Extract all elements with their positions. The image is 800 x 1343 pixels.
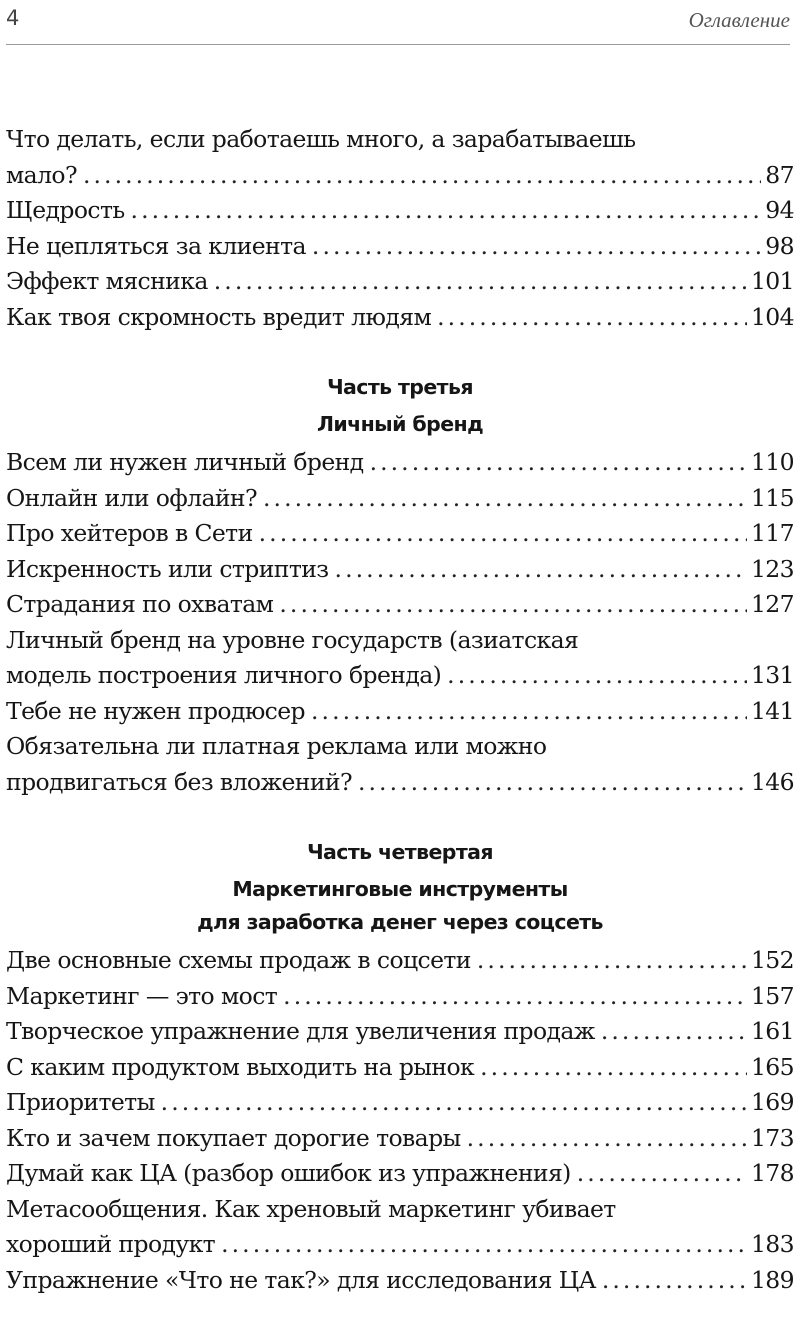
- dot-leader: [602, 1263, 747, 1299]
- toc-entry-page: 161: [750, 1017, 794, 1045]
- toc-entry-title: Как твоя скромность вредит людям: [6, 302, 432, 331]
- toc-entry-title: хороший продукт: [6, 1230, 216, 1258]
- toc-entry-page: 178: [750, 1159, 794, 1187]
- toc-entry[interactable]: [6, 1014, 794, 1050]
- toc-entry-title: мало?: [6, 160, 77, 189]
- toc-entry-title: Две основные схемы продаж в соцсети: [6, 946, 471, 974]
- dot-leader: [221, 1227, 747, 1263]
- part-title-line2: для заработка денег через соцсеть: [197, 910, 603, 934]
- toc-entry-title-line1: Личный бренд на уровне государств (азиатская: [6, 625, 579, 654]
- toc-entry-title: Маркетинг — это мост: [6, 981, 278, 1010]
- toc-entry-title: Творческое упражнение для увеличения продаж: [6, 1017, 595, 1045]
- toc-entry-page: 165: [750, 1052, 794, 1081]
- toc-entry[interactable]: [6, 481, 794, 517]
- toc-entry-page: 141: [750, 696, 794, 725]
- toc-entry-title-line1: Обязательна ли платная реклама или можно: [6, 732, 547, 760]
- toc-entry-title: продвигаться без вложений?: [6, 767, 352, 796]
- dot-leader: [480, 1050, 747, 1086]
- dot-leader: [370, 445, 747, 481]
- dot-leader: [577, 1156, 747, 1192]
- toc-entry-page: 117: [750, 519, 794, 547]
- running-title: Оглавление: [688, 8, 790, 32]
- toc-entry-title: Думай как ЦА (разбор ошибок из упражнения): [6, 1159, 571, 1187]
- toc-entry-title: Онлайн или офлайн?: [6, 483, 257, 512]
- toc-entry[interactable]: [6, 1121, 794, 1157]
- toc-entry[interactable]: [6, 943, 794, 979]
- toc-entry-page: 146: [750, 767, 794, 796]
- dot-leader: [467, 1121, 747, 1157]
- toc-entry-page: 98: [765, 231, 794, 260]
- part-title: Личный бренд: [316, 412, 484, 436]
- dot-leader: [259, 516, 747, 552]
- toc-entry-title: Тебе не нужен продюсер: [6, 696, 305, 725]
- toc-entry-page: 173: [750, 1123, 794, 1152]
- dot-leader: [214, 264, 747, 300]
- toc-entry-title: С каким продуктом выходить на рынок: [6, 1052, 475, 1081]
- part-label: Часть третья: [327, 375, 473, 399]
- toc-entry-title: Приоритеты: [6, 1088, 155, 1116]
- toc-entry-title: Эффект мясника: [6, 267, 208, 295]
- toc-entry[interactable]: [6, 445, 794, 481]
- dot-leader: [601, 1014, 747, 1050]
- dot-leader: [358, 765, 747, 801]
- dot-leader: [312, 229, 761, 265]
- toc-entry-page: 123: [750, 554, 794, 583]
- toc-entry-page: 157: [750, 981, 794, 1010]
- dot-leader: [83, 158, 761, 194]
- toc-entry-page: 87: [765, 160, 794, 189]
- toc-entry[interactable]: [6, 552, 794, 588]
- toc-entry[interactable]: [6, 300, 794, 336]
- toc-entry-title: Не цепляться за клиента: [6, 231, 306, 260]
- toc-entry[interactable]: [6, 229, 794, 265]
- dot-leader: [335, 552, 747, 588]
- part-label: Часть четвертая: [307, 840, 493, 864]
- toc-entry-page: 169: [750, 1088, 794, 1116]
- dot-leader: [161, 1085, 747, 1121]
- toc-entry-title: Щедрость: [6, 196, 125, 224]
- toc-entry-page: 152: [750, 946, 794, 974]
- toc-entry-page: 104: [750, 302, 794, 331]
- toc-entry-title: Про хейтеров в Сети: [6, 519, 253, 547]
- toc-entry-page: 94: [765, 196, 794, 224]
- page-number: 4: [6, 6, 20, 30]
- toc-entry-page: 110: [750, 448, 794, 476]
- toc-entry[interactable]: [6, 1085, 794, 1121]
- toc-entry-title: модель построения личного бренда): [6, 661, 442, 689]
- toc-entry-title: Кто и зачем покупает дорогие товары: [6, 1123, 461, 1152]
- toc-entry[interactable]: [6, 694, 794, 730]
- dot-leader: [311, 694, 747, 730]
- dot-leader: [437, 300, 747, 336]
- dot-leader: [477, 943, 747, 979]
- toc-entry[interactable]: [6, 587, 794, 623]
- toc-entry[interactable]: [6, 1263, 794, 1299]
- dot-leader: [283, 979, 747, 1015]
- toc-entry-title: Страдания по охватам: [6, 590, 274, 618]
- dot-leader: [131, 193, 762, 229]
- toc-entry[interactable]: [6, 193, 794, 229]
- toc-entry[interactable]: [6, 1192, 794, 1263]
- dot-leader: [447, 658, 747, 694]
- table-of-contents: [6, 122, 794, 1298]
- toc-entry-title-line1: Что делать, если работаешь много, а зарабатываешь: [6, 125, 636, 153]
- running-head: [6, 6, 790, 45]
- toc-entry-page: 101: [750, 267, 794, 295]
- toc-entry-page: 127: [750, 590, 794, 618]
- toc-entry[interactable]: [6, 979, 794, 1015]
- part-title-line1: Маркетинговые инструменты: [232, 877, 568, 901]
- dot-leader: [263, 481, 747, 517]
- toc-entry-title: Упражнение «Что не так?» для исследования ЦА: [6, 1265, 596, 1294]
- toc-entry[interactable]: [6, 264, 794, 300]
- toc-entry[interactable]: [6, 122, 794, 193]
- toc-entry[interactable]: [6, 623, 794, 694]
- toc-entry[interactable]: [6, 1050, 794, 1086]
- toc-entry[interactable]: [6, 729, 794, 800]
- toc-entry-title: Искренность или стриптиз: [6, 554, 329, 583]
- toc-entry-page: 189: [750, 1265, 794, 1294]
- toc-entry-title: Всем ли нужен личный бренд: [6, 448, 364, 476]
- toc-entry[interactable]: [6, 1156, 794, 1192]
- toc-entry-page: 131: [750, 661, 794, 689]
- toc-entry[interactable]: [6, 516, 794, 552]
- dot-leader: [279, 587, 747, 623]
- toc-entry-page: 183: [750, 1230, 794, 1258]
- toc-entry-page: 115: [750, 483, 794, 512]
- toc-entry-title-line1: Метасообщения. Как хреновый маркетинг убивает: [6, 1194, 616, 1223]
